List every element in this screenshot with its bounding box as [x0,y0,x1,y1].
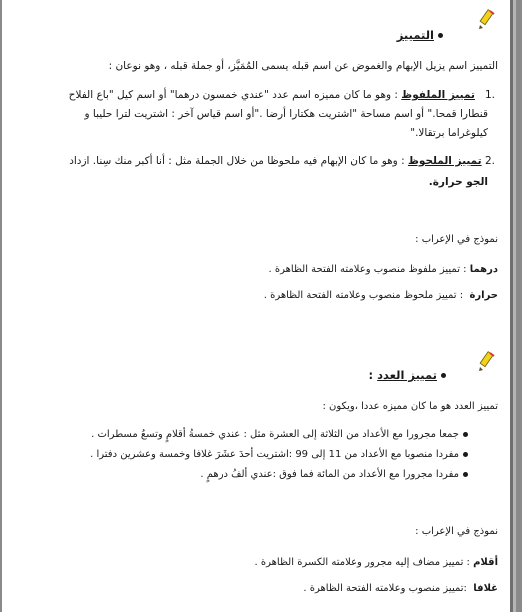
example-heading-1: نموذج في الإعراب : [415,234,498,245]
bullet-icon [438,33,443,38]
section-title-tamyiz-adad: تمييز العدد : [369,368,451,382]
section-title-tamyiz: التمييز [397,28,447,42]
example-row: أقلام : تمييز مضاف إليه مجرور وعلامته الكسرة الظاهرة . [254,557,498,568]
type1-line3: كيلوغراما برتقالا." [410,127,488,139]
definition-text: التمييز اسم يزيل الإبهام والغموض عن اسم قبله يسمى المُمَيَّز، أو جملة قبله ، وهو نوعان : [108,60,498,72]
type2-line1: .2 تمييز الملحوظ : وهو ما كان الإبهام فيه ملحوظا من خلال الجملة مثل : أنا أكبر منك سِنا. ازداد [69,155,495,167]
bullet-icon [463,472,468,477]
pencil-icon [476,350,496,372]
type1-line1: .1 تمييز الملفوظ : وهو ما كان مميزه اسم عدد "عندي خمسون درهما" أو اسم كيل "باع الفلاح [68,89,495,101]
type2-line2: الجو حرارة. [428,176,488,188]
pencil-icon [476,8,496,30]
bullet-icon [441,373,446,378]
type1-label: تمييز الملفوظ [401,89,475,101]
example-row: حرارة : تمييز ملحوظ منصوب وعلامته الفتحة الظاهرة . [263,290,498,301]
list-item: مفردا منصوبا مع الأعداد من 11 إلى 99 :اشتريت أحدَ عشَرَ غلافا وخمسة وعشرين دفترا . [32,449,472,460]
list-item: جمعا مجرورا مع الأعداد من الثلاثة إلى العشرة مثل : عندي خمسةُ أقلامٍ وتسعُ مسطرات . [32,429,472,440]
adad-definition: تمييز العدد هو ما كان مميزه عددا ،ويكون : [322,401,498,412]
example-row: غلافا :تمييز منصوب وعلامته الفتحة الظاهرة . [303,583,498,594]
bullet-icon [463,452,468,457]
list-item: مفردا مجرورا مع الأعداد من المائة فما فوق :عندي ألفُ درهمٍ . [32,469,472,480]
bullet-icon [463,432,468,437]
document-page [2,0,510,612]
type2-label: تمييز الملحوظ [407,155,482,167]
type1-line2: قنطارا قمحا." أو اسم مساحة "اشتريت هكتارا أرضا ."أو اسم قياس آخر : اشتريت لترا حليبا و [84,108,488,120]
example-row: درهما : تمييز ملفوظ منصوب وعلامته الفتحة الظاهرة . [268,264,498,275]
example-heading-2: نموذج في الإعراب : [415,526,498,537]
